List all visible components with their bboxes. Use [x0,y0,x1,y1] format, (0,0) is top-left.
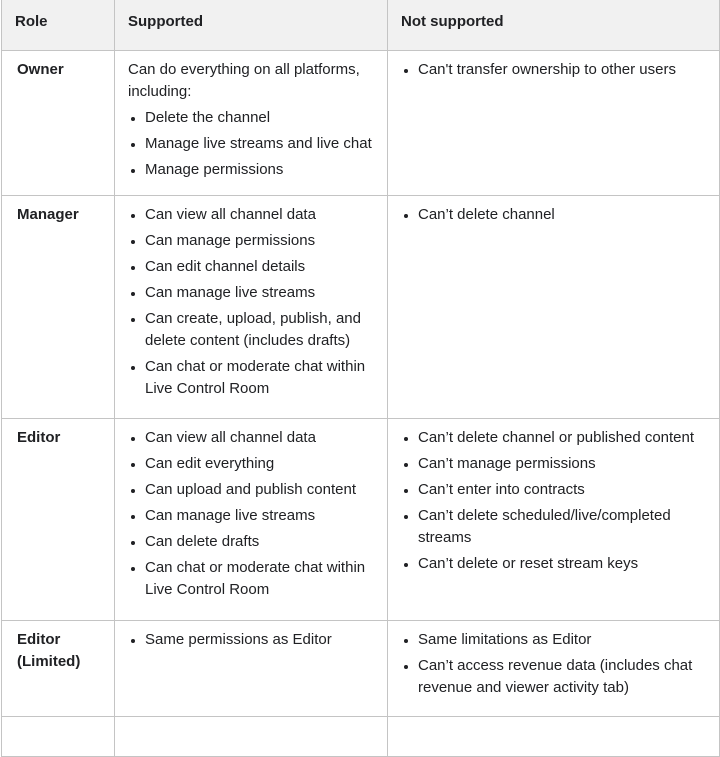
table-row [2,621,720,717]
supported-cell [115,621,388,717]
empty-cell [388,717,720,757]
table-body [2,51,720,757]
supported-list [128,204,374,400]
list-item: Can’t delete scheduled/live/completed streams [401,505,706,549]
list-item: Delete the channel [128,107,374,129]
list-item: Can view all channel data [128,427,374,449]
list-item: Can't transfer ownership to other users [401,59,706,81]
supported-list [128,427,374,601]
list-item: Can’t enter into contracts [401,479,706,501]
not-supported-list [401,427,706,575]
table-row [2,196,720,419]
list-item: Can upload and publish content [128,479,374,501]
not-supported-cell [388,621,720,717]
supported-cell [115,196,388,419]
not-supported-list [401,204,706,226]
list-item: Can manage permissions [128,230,374,252]
table-row [2,51,720,196]
empty-cell [2,717,115,757]
list-item: Can edit channel details [128,256,374,278]
header-supported: Supported [115,0,388,51]
list-item: Same limitations as Editor [401,629,706,651]
list-item: Manage live streams and live chat [128,133,374,155]
header-row [2,0,720,51]
list-item: Same permissions as Editor [128,629,374,651]
list-item: Can’t access revenue data (includes chat revenue and viewer activity tab) [401,655,706,699]
list-item: Manage permissions [128,159,374,181]
list-item: Can chat or moderate chat within Live Control Room [128,557,374,601]
header-not-supported: Not supported [388,0,720,51]
not-supported-list [401,59,706,81]
table-row-partial [2,717,720,757]
table-header [2,0,720,51]
list-item: Can manage live streams [128,282,374,304]
list-item: Can manage live streams [128,505,374,527]
list-item: Can’t delete channel [401,204,706,226]
list-item: Can delete drafts [128,531,374,553]
header-role: Role [2,0,115,51]
supported-cell [115,419,388,621]
role-owner: Owner [2,51,115,196]
supported-list [128,629,374,651]
list-item: Can view all channel data [128,204,374,226]
not-supported-cell [388,51,720,196]
supported-list [128,107,374,181]
not-supported-cell [388,419,720,621]
list-item: Can’t delete or reset stream keys [401,553,706,575]
list-item: Can chat or moderate chat within Live Control Room [128,356,374,400]
role-manager: Manager [2,196,115,419]
list-item: Can create, upload, publish, and delete content (includes drafts) [128,308,374,352]
supported-intro: Can do everything on all platforms, including: [128,61,360,100]
not-supported-cell [388,196,720,419]
list-item: Can’t delete channel or published content [401,427,706,449]
roles-permissions-table [1,0,720,757]
list-item: Can edit everything [128,453,374,475]
empty-cell [115,717,388,757]
role-editor-limited: Editor (Limited) [2,621,115,717]
supported-cell [115,51,388,196]
role-editor: Editor [2,419,115,621]
table-row [2,419,720,621]
list-item: Can’t manage permissions [401,453,706,475]
not-supported-list [401,629,706,699]
